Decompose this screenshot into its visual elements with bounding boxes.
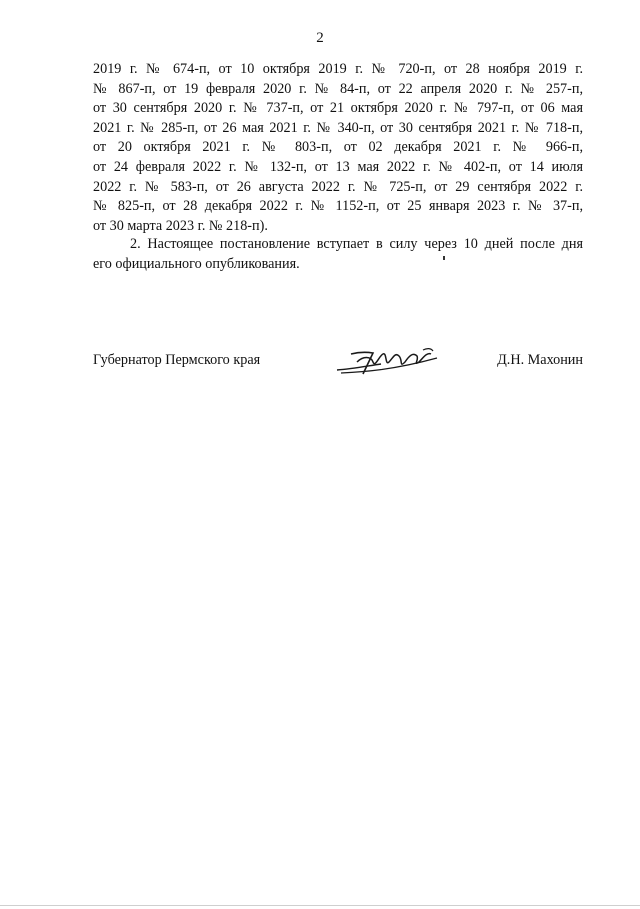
text-line: от 30 марта 2023 г. № 218-п). [93,217,268,234]
signer-name: Д.Н. Махонин [497,352,583,368]
scan-bottom-edge [0,905,640,906]
text-line: № 867-п, от 19 февраля 2020 г. № 84-п, от 22 апреля 2020 г. № 257-п, [93,80,583,97]
handwritten-signature [333,342,443,382]
text-line: № 825-п, от 28 декабря 2022 г. № 1152-п, от 25 января 2023 г. № 37-п, [93,198,583,215]
text-line: 2022 г. № 583-п, от 26 августа 2022 г. № 725-п, от 29 сентября 2022 г. [93,178,583,195]
paragraph-continuation [93,60,583,236]
paragraph-effective-date [93,235,583,274]
text-line: 2019 г. № 674-п, от 10 октября 2019 г. № 720-п, от 28 ноября 2019 г. [93,61,583,77]
text-line: его официального опубликования. [93,255,300,272]
text-line: от 30 сентября 2020 г. № 737-п, от 21 октября 2020 г. № 797-п, от 06 мая [93,100,583,117]
page-number: 2 [316,30,324,46]
scan-speck [443,256,445,260]
text-line: от 20 октября 2021 г. № 803-п, от 02 декабря 2021 г. № 966-п, [93,139,583,156]
text-line: 2. Настоящее постановление вступает в силу через 10 дней после дня [130,236,583,252]
text-line: от 24 февраля 2022 г. № 132-п, от 13 мая 2022 г. № 402-п, от 14 июля [93,158,583,175]
signature-block [93,342,583,382]
text-line: 2021 г. № 285-п, от 26 мая 2021 г. № 340-п, от 30 сентября 2021 г. № 718-п, [93,119,583,136]
signer-position: Губернатор Пермского края [93,352,261,368]
